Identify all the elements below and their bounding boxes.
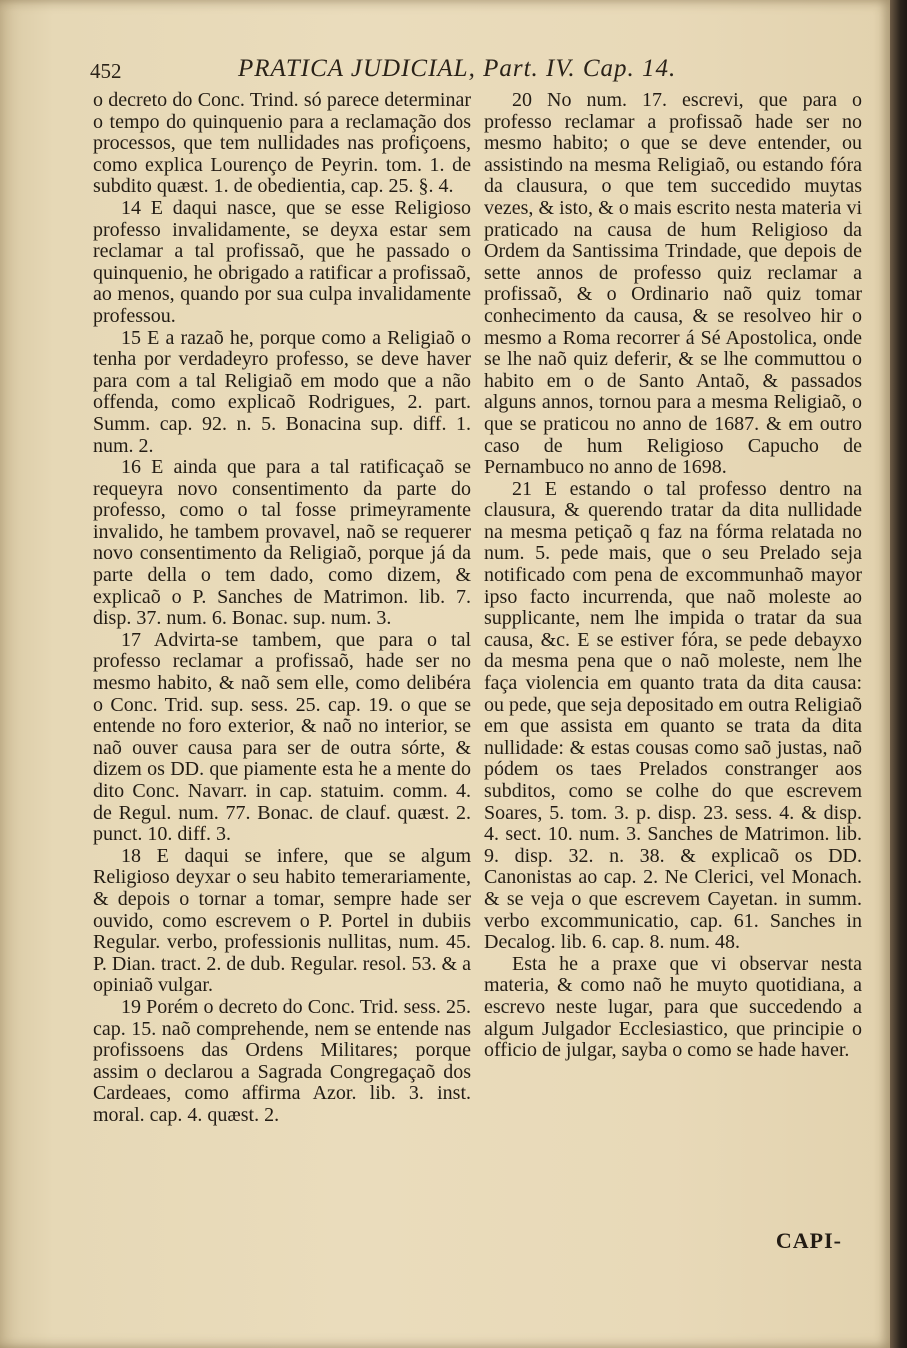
paragraph: Esta he a praxe que vi observar nesta materia, & como naõ he muyto quotidiana, a escrevo neste lugar, para que succedendo a algum Julgador Ecclesiastico, que principie o officio de julgar, sayba o como se hade haver. [484,952,862,1062]
paragraph: 21 E estando o tal professo dentro na clausura, & querendo tratar da dita nullidade na mesma petiçaõ q faz na fórma relatada no num. 5. pede mais, que o seu Prelado seja notificado com pena de excommunhaõ mayor ipso facto incurrenda, que naõ moleste ao supplicante, nem lhe impida o tratar da sua causa, &c. E se estiver fóra, se pede debayxo da mesma pena que o naõ moleste, nem lhe faça violencia em quanto trata da dita causa: ou pede, que seja depositado em outra Religiaõ em que assista em quanto se trata da dita nullidade: & estas cousas como saõ justas, naõ pódem os taes Prelados constranger aos subditos, como se colhe do que escrevem Soares, 5. tom. 3. p. disp. 23. sess. 4. & disp. 4. sect. 10. num. 3. Sanches de Matrimon. lib. 9. disp. 32. n. 38. & explicaõ os DD. Canonistas ao cap. 2. Ne Clerici, vel Monach. & se veja o que escrevem Cayetan. in summ. verbo excommunicatio, cap. 61. Sanches in Decalog. lib. 6. cap. 8. num. 48. [484,477,862,954]
paragraph: 18 E daqui se infere, que se algum Religioso deyxar o seu habito temerariamente, & depois o tornar a tomar, sempre hade ser ouvido, como escrevem o P. Portel in dubiis Regular. verbo, professionis nullitas, num. 45. P. Dian. tract. 2. de dub. Regular. resol. 53. & a opiniaõ vulgar. [93,844,471,997]
paragraph: o decreto do Conc. Trind. só parece determinar o tempo do quinquenio para a reclamação dos processos, que tem nullidades nas profiçoens, como explica Lourenço de Peyrin. tom. 1. de subdito quæst. 1. de obedientia, cap. 25. §. 4. [93,89,471,198]
paragraph: 14 E daqui nasce, que se esse Religioso professo invalidamente, se deyxa estar sem reclamar a tal profissaõ, que he passado o quinquenio, he obrigado a ratificar a profissaõ, ao menos, quando por sua culpa invalidamente professou. [93,196,471,327]
right-column [484,90,862,1062]
page-header [90,55,850,91]
paragraph: 15 E a razaõ he, porque como a Religiaõ o tenha por verdadeyro professo, se deve haver para com a tal Religiaõ em modo que a não offenda, como explicaõ Rodrigues, 2. part. Summ. cap. 92. n. 5. Bonacina sup. diff. 1. num. 2. [93,326,471,457]
paragraph: 20 No num. 17. escrevi, que para o professo reclamar a profissaõ hade ser no mesmo habito; o que se deve entender, ou assistindo na mesma Religiaõ, ou estando fóra da clausura, o que tem succedido muytas vezes, & isto, & o mais escrito nesta materia vi praticado na causa de hum Religioso da Ordem da Santissima Trindade, que depois de sette annos de professo quiz reclamar a profissaõ, & o Ordinario naõ quiz tomar conhecimento da causa, & se resolveo hir o mesmo a Roma recorrer á Sé Apostolica, onde se lhe naõ quiz deferir, & se lhe commuttou o habito em o de Santo Antaõ, & passados alguns annos, tornou para a mesma Religiaõ, o que se praticou no anno de 1687. & em outro caso de hum Religioso Capucho de Pernambuco no anno de 1698. [484,89,862,479]
left-column [93,90,471,1127]
paragraph: 19 Porém o decreto do Conc. Trid. sess. 25. cap. 15. naõ comprehende, nem se entende nas profissoens das Ordens Militares; porque assim o declarou a Sagrada Congregaçaõ dos Cardeaes, como affirma Azor. lib. 3. inst. moral. cap. 4. quæst. 2. [93,995,471,1126]
paragraph: 16 E ainda que para a tal ratificaçaõ se requeyra novo consentimento da parte do professo, como o tal fosse primeyramente invalido, he tambem provavel, naõ se requerer novo consentimento da Religiaõ, porque já da parte della o tem dado, como dizem, & explicaõ o P. Sanches de Matrimon. lib. 7. disp. 37. num. 6. Bonac. sup. num. 3. [93,456,471,630]
page-number: 452 [90,59,122,83]
paragraph: 17 Advirta-se tambem, que para o tal professo reclamar a profissaõ, hade ser no mesmo habito, & naõ sem elle, como delibéra o Conc. Trid. sup. sess. 25. cap. 19. o que se entende no foro exterior, & naõ no interior, se naõ ouver causa para ser de outra sórte, & dizem os DD. que piamente esta he a mente do dito Conc. Navarr. in cap. statuim. comm. 4. de Regul. num. 77. Bonac. de clauf. quæst. 2. punct. 10. diff. 3. [93,628,471,846]
running-title: PRATICA JUDICIAL, Part. IV. Cap. 14. [238,55,677,82]
catchword: CAPI- [775,1228,842,1253]
page-edge [890,0,907,1348]
